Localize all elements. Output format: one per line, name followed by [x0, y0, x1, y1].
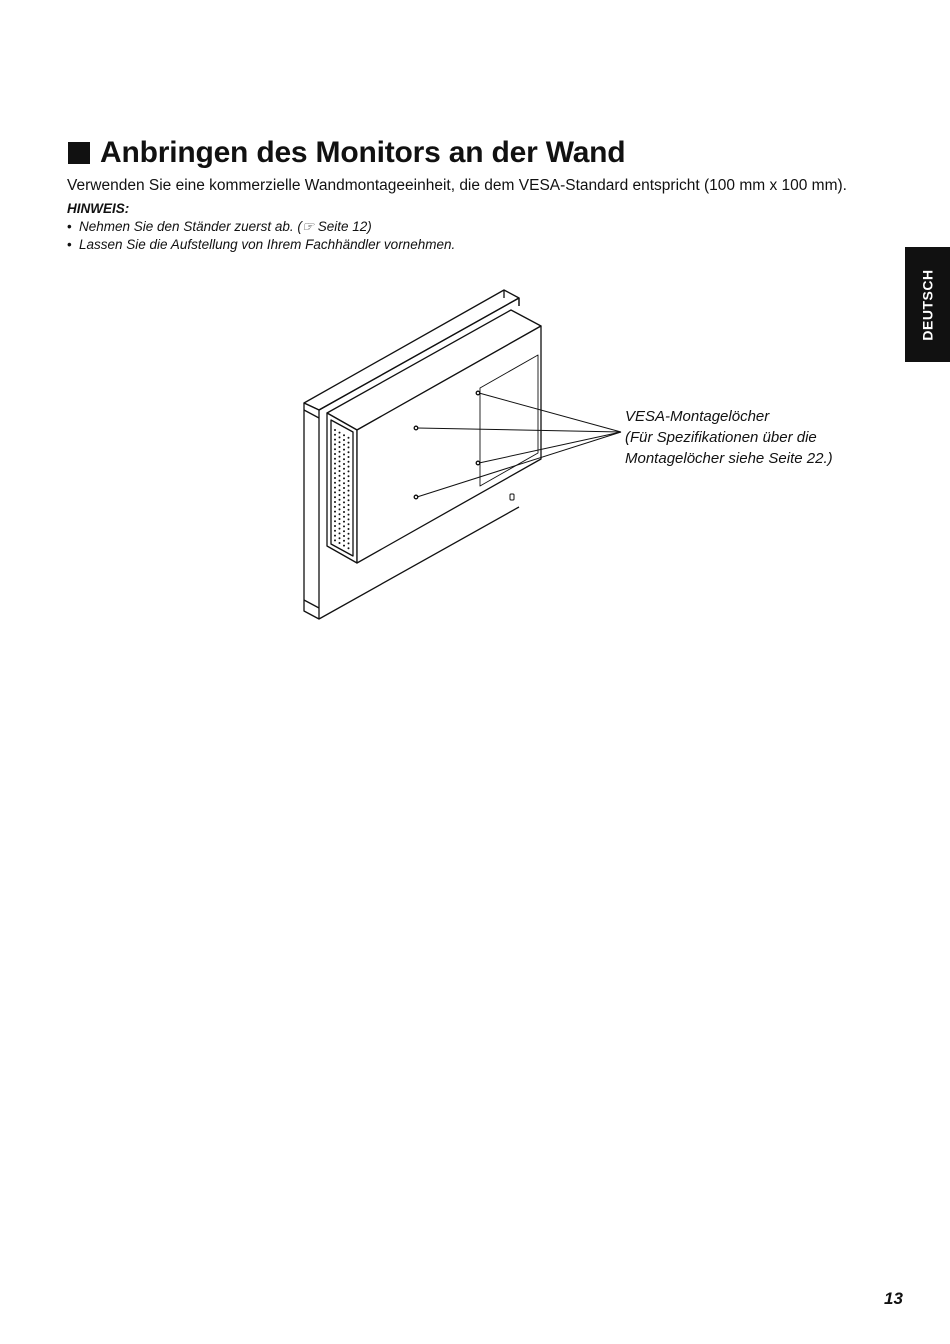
vent-hole — [348, 533, 350, 535]
note-title: HINWEIS: — [67, 201, 130, 216]
vent-hole — [339, 436, 341, 438]
vent-hole — [334, 458, 336, 460]
vent-hole — [339, 504, 341, 506]
vent-hole — [339, 470, 341, 472]
vent-hole — [339, 528, 341, 530]
vent-hole — [348, 490, 350, 492]
vesa-callout — [625, 406, 833, 469]
vent-hole — [339, 489, 341, 491]
vent-hole — [343, 449, 345, 451]
vent-hole — [334, 511, 336, 513]
vent-hole — [348, 475, 350, 477]
bezel-left-edge — [304, 403, 319, 619]
vent-hole — [334, 530, 336, 532]
vent-hole — [348, 499, 350, 501]
intro-text: Verwenden Sie eine kommerzielle Wandmontageeinheit, die dem VESA-Standard entspricht (100 mm x 100 mm). — [67, 177, 847, 194]
vent-hole — [343, 482, 345, 484]
vent-hole — [339, 456, 341, 458]
vent-hole — [343, 444, 345, 446]
vent-hole — [343, 506, 345, 508]
vent-hole — [334, 443, 336, 445]
vent-hole — [339, 508, 341, 510]
vent-hole — [343, 473, 345, 475]
note-item: • Lassen Sie die Aufstellung von Ihrem Fachhändler vornehmen. — [67, 236, 455, 254]
vent-hole — [348, 437, 350, 439]
language-tab-label: DEUTSCH — [919, 268, 936, 341]
vent-hole — [343, 516, 345, 518]
vent-hole — [348, 518, 350, 520]
vent-hole — [348, 466, 350, 468]
vent-hole — [339, 475, 341, 477]
vent-hole — [334, 467, 336, 469]
vent-hole — [339, 465, 341, 467]
vent-hole — [339, 494, 341, 496]
vent-hole — [343, 468, 345, 470]
vent-hole — [343, 458, 345, 460]
vent-hole — [334, 463, 336, 465]
vent-hole — [348, 509, 350, 511]
vent-hole — [343, 492, 345, 494]
vent-hole — [339, 532, 341, 534]
vent-hole — [334, 535, 336, 537]
vent-hole — [348, 547, 350, 549]
vent-hole — [334, 434, 336, 436]
vent-hole — [334, 501, 336, 503]
vent-hole — [339, 446, 341, 448]
vent-hole — [343, 497, 345, 499]
vent-hole — [343, 511, 345, 513]
vent-hole — [348, 442, 350, 444]
vent-hole — [348, 485, 350, 487]
vent-hole — [343, 463, 345, 465]
vent-hole — [343, 545, 345, 547]
callout-line: VESA-Montagelöcher — [625, 408, 770, 425]
vent-hole — [339, 432, 341, 434]
vent-hole — [339, 537, 341, 539]
vent-hole — [343, 487, 345, 489]
vent-hole — [343, 434, 345, 436]
vent-hole — [334, 539, 336, 541]
vent-hole — [348, 523, 350, 525]
vent-hole — [339, 542, 341, 544]
page-number: 13 — [884, 1289, 903, 1308]
vent-hole — [343, 535, 345, 537]
vent-hole — [334, 448, 336, 450]
vent-hole — [334, 491, 336, 493]
vent-hole — [334, 472, 336, 474]
vent-hole — [334, 429, 336, 431]
vent-hole — [348, 461, 350, 463]
vent-hole — [339, 480, 341, 482]
vent-hole — [339, 513, 341, 515]
vent-hole — [334, 487, 336, 489]
vent-hole — [339, 460, 341, 462]
vent-hole — [334, 525, 336, 527]
vent-hole — [339, 451, 341, 453]
vent-hole — [343, 521, 345, 523]
vent-hole — [343, 540, 345, 542]
vent-hole — [334, 520, 336, 522]
vent-hole — [348, 528, 350, 530]
vent-hole — [334, 506, 336, 508]
vent-hole — [343, 453, 345, 455]
vent-hole — [343, 530, 345, 532]
callout-line: Montagelöcher siehe Seite 22.) — [625, 450, 833, 467]
vent-hole — [348, 542, 350, 544]
vent-hole — [348, 470, 350, 472]
vent-hole — [348, 456, 350, 458]
vent-hole — [334, 439, 336, 441]
vent-hole — [334, 477, 336, 479]
note-item: • Nehmen Sie den Ständer zuerst ab. (☞ Seite 12) — [67, 218, 455, 236]
vent-hole — [339, 499, 341, 501]
vent-hole — [343, 501, 345, 503]
vent-hole — [334, 515, 336, 517]
vent-hole — [348, 451, 350, 453]
vent-hole — [339, 441, 341, 443]
vent-hole — [343, 525, 345, 527]
vent-hole — [334, 496, 336, 498]
vent-hole — [348, 446, 350, 448]
callout-line: (Für Spezifikationen über die — [625, 429, 817, 446]
vent-hole — [348, 494, 350, 496]
vent-hole — [343, 439, 345, 441]
vent-hole — [339, 523, 341, 525]
vent-hole — [339, 518, 341, 520]
vent-hole — [348, 538, 350, 540]
vent-hole — [348, 504, 350, 506]
vent-hole — [348, 514, 350, 516]
vent-hole — [348, 480, 350, 482]
vent-hole — [343, 477, 345, 479]
page-title: Anbringen des Monitors an der Wand — [100, 136, 626, 169]
vent-hole — [334, 453, 336, 455]
vent-hole — [339, 484, 341, 486]
vent-hole — [334, 482, 336, 484]
